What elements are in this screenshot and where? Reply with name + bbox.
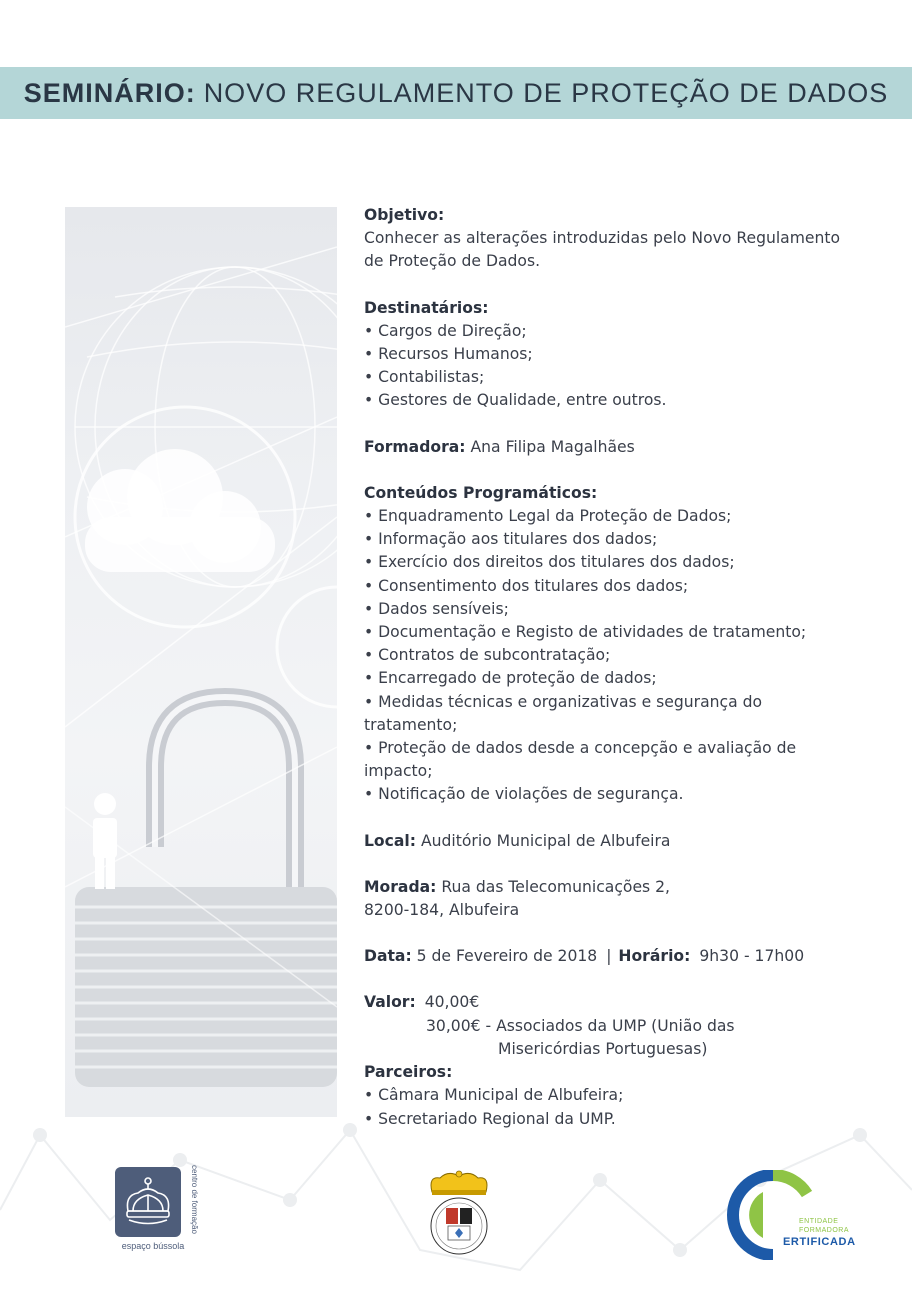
bussola-side: centro de formação <box>190 1165 199 1234</box>
conteudos-label: Conteúdos Programáticos: <box>364 483 598 502</box>
dgert-small: DGERT <box>743 1202 750 1227</box>
morada-label: Morada: <box>364 877 437 896</box>
morada-row <box>364 876 884 899</box>
destinatario-item: • Contabilistas; <box>364 368 485 387</box>
security-photo <box>65 207 337 1117</box>
valor-label: Valor: <box>364 993 416 1012</box>
title-bold: SEMINÁRIO: <box>23 77 196 108</box>
formadora-value: Ana Filipa Magalhães <box>470 437 635 456</box>
title-banner <box>0 67 912 119</box>
morada-line-2: 8200-184, Albufeira <box>364 901 520 920</box>
conteudo-item: • Documentação e Registo de atividades de tratamento; <box>364 623 807 642</box>
data-separator: | <box>606 947 612 966</box>
local-label: Local: <box>364 831 416 850</box>
destinatarios-label: Destinatários: <box>364 298 489 317</box>
dgert-line-1: ENTIDADE <box>799 1218 839 1225</box>
padlock-globe-illustration <box>65 207 337 1117</box>
valor-row <box>364 991 884 1014</box>
conteudo-item: • Informação aos titulares dos dados; <box>364 530 658 549</box>
objetivo-text-1: Conhecer as alterações introduzidas pelo Novo Regulamento <box>364 229 841 248</box>
conteudo-item: impacto; <box>364 762 433 781</box>
conteudo-item: • Medidas técnicas e organizativas e segurança do <box>364 692 763 711</box>
data-value: 5 de Fevereiro de 2018 <box>416 947 598 966</box>
conteudo-item: • Dados sensíveis; <box>364 599 509 618</box>
coat-of-arms-logo <box>418 1170 500 1260</box>
local-row <box>364 830 884 853</box>
destinatario-item: • Cargos de Direção; <box>364 321 527 340</box>
conteudo-item: • Contratos de subcontratação; <box>364 646 611 665</box>
conteudo-item: • Enquadramento Legal da Proteção de Dados; <box>364 507 732 526</box>
formadora-row <box>364 436 884 459</box>
horario-label: Horário: <box>618 947 691 966</box>
valor-price-1: 40,00€ <box>424 993 480 1012</box>
parceiros-label: Parceiros: <box>364 1063 453 1082</box>
conteudo-item: tratamento; <box>364 715 458 734</box>
horario-value: 9h30 - 17h00 <box>699 947 805 966</box>
data-row <box>364 945 884 968</box>
dgert-line-2: FORMADORA <box>799 1227 849 1234</box>
conteudo-item: • Exercício dos direitos dos titulares dos dados; <box>364 553 735 572</box>
morada-line-1: Rua das Telecomunicações 2, <box>441 877 671 896</box>
espaco-bussola-logo <box>113 1165 213 1265</box>
conteudo-item: • Proteção de dados desde a concepção e avaliação de <box>364 739 797 758</box>
parceiro-item: • Câmara Municipal de Albufeira; <box>364 1086 624 1105</box>
seminar-details <box>364 204 884 1131</box>
conteudo-item: • Consentimento dos titulares dos dados; <box>364 576 689 595</box>
title-text: NOVO REGULAMENTO DE PROTEÇÃO DE DADOS <box>203 77 889 108</box>
dgert-logo <box>723 1170 856 1260</box>
bussola-name: espaço bússola <box>121 1241 185 1251</box>
coat-of-arms-icon <box>418 1170 500 1260</box>
objetivo-text-2: de Proteção de Dados. <box>364 252 541 271</box>
parceiro-item: • Secretariado Regional da UMP. <box>364 1109 616 1128</box>
valor-price-2: 30,00€ - Associados da UMP (União das <box>426 1016 735 1035</box>
data-label: Data: <box>364 947 412 966</box>
dgert-line-3: ERTIFICADA <box>783 1236 856 1248</box>
conteudo-item: • Notificação de violações de segurança. <box>364 785 684 804</box>
conteudo-item: • Encarregado de proteção de dados; <box>364 669 657 688</box>
local-value: Auditório Municipal de Albufeira <box>420 831 671 850</box>
destinatario-item: • Gestores de Qualidade, entre outros. <box>364 391 667 410</box>
destinatario-item: • Recursos Humanos; <box>364 345 533 364</box>
objetivo-label: Objetivo: <box>364 206 445 224</box>
valor-price-2b: Misericórdias Portuguesas) <box>498 1039 708 1058</box>
formadora-label: Formadora: <box>364 437 466 456</box>
